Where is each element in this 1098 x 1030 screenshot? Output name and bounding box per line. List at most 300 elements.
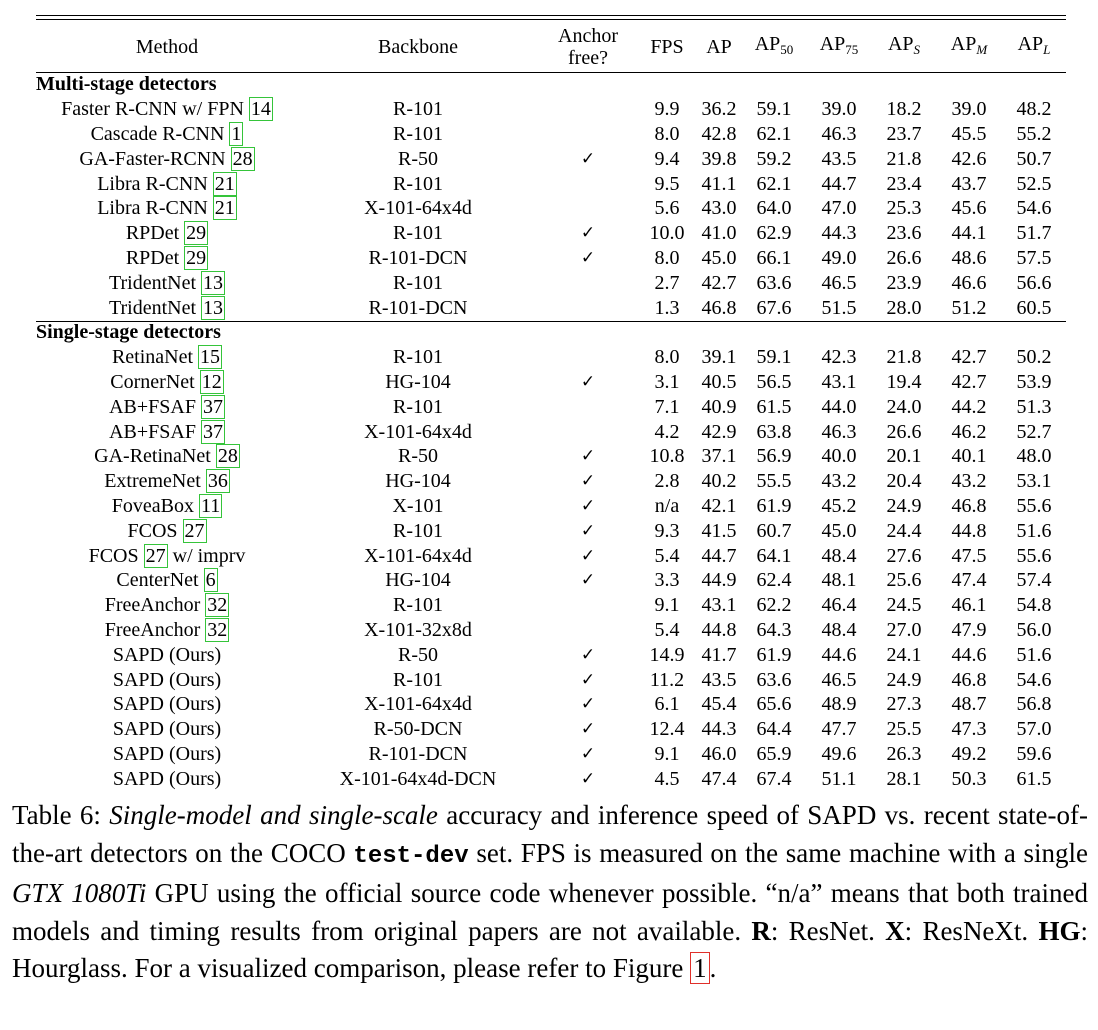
apm-cell: 42.7 [951,370,987,393]
apl-cell: 54.6 [1016,668,1052,691]
ap-cell: 43.5 [701,668,737,691]
method-name: ExtremeNet [104,470,201,493]
table-row [36,196,1066,221]
method-cell [36,618,298,643]
method-name: SAPD (Ours) [112,718,222,741]
anchor-free-cell: ✓ [580,371,596,392]
citation-link[interactable]: 13 [203,271,224,294]
citation-link[interactable]: 21 [214,197,235,220]
method-cell [36,667,298,692]
backbone-cell: HG-104 [385,569,451,592]
fps-cell: 2.8 [654,470,680,493]
ap75-cell: 44.3 [821,222,857,245]
ap75-cell: 44.0 [821,395,857,418]
table-top-rule-double [36,19,1066,20]
apl-cell: 53.9 [1016,370,1052,393]
aps-cell: 23.7 [886,122,922,145]
citation-link[interactable]: 21 [214,172,235,195]
method-name: FoveaBox [111,494,194,517]
figure-reference-link[interactable]: 1 [690,952,710,984]
fps-cell: 11.2 [649,668,685,691]
anchor-free-cell: ✓ [580,669,596,690]
results-table [36,22,1066,791]
col-header-fps-label: FPS [650,36,684,58]
aps-cell: 23.4 [886,172,922,195]
table-row [36,444,1066,469]
ap75-cell: 46.3 [821,122,857,145]
caption-bold-x: X [885,915,905,946]
apl-cell: 48.2 [1016,98,1052,121]
col-header-backbone [298,22,538,72]
citation-link[interactable]: 29 [186,246,207,269]
method-name: TridentNet [108,271,197,294]
apl-cell: 51.7 [1016,222,1052,245]
apm-cell: 47.3 [951,718,987,741]
ap75-cell: 47.0 [821,197,857,220]
anchor-free-cell: ✓ [580,223,596,244]
ap-cell: 36.2 [701,98,737,121]
col-header-anchor-free [538,22,638,72]
ap50-cell: 59.2 [756,147,792,170]
ap75-cell: 39.0 [821,98,857,121]
apm-cell: 47.9 [951,618,987,641]
fps-cell: 9.9 [654,98,680,121]
ap-cell: 42.9 [701,420,737,443]
col-header-fps [638,22,696,72]
method-name: SAPD (Ours) [112,693,222,716]
apl-cell: 54.8 [1016,594,1052,617]
ap75-cell: 44.6 [821,643,857,666]
backbone-cell: R-101 [393,346,443,369]
ap-cell: 37.1 [701,445,737,468]
col-header-aps-base: AP [887,33,914,55]
anchor-free-cell [538,171,638,196]
apl-cell: 56.0 [1016,618,1052,641]
ap-cell: 40.5 [701,370,737,393]
citation-link[interactable]: 27 [145,544,166,567]
aps-cell: 28.0 [886,296,922,319]
table-row [36,717,1066,742]
table-row [36,419,1066,444]
backbone-cell: HG-104 [385,470,451,493]
ap75-cell: 42.3 [821,346,857,369]
col-header-apm-base: AP [950,33,977,55]
anchor-free-cell: ✓ [580,148,596,169]
aps-cell: 24.0 [886,395,922,418]
ap-cell: 42.1 [701,494,737,517]
ap-cell: 40.9 [701,395,737,418]
anchor-free-cell: ✓ [580,719,596,740]
aps-cell: 27.0 [886,618,922,641]
fps-cell: 3.3 [654,569,680,592]
method-name: RPDet [125,222,180,245]
fps-cell: n/a [654,494,680,517]
method-cell [36,518,298,543]
ap75-cell: 46.5 [821,668,857,691]
citation-link[interactable]: 36 [207,470,228,493]
ap-cell: 42.8 [701,122,737,145]
table-row [36,97,1066,122]
aps-cell: 24.9 [886,668,922,691]
method-cell [36,370,298,395]
col-header-method [36,22,298,72]
citation-link[interactable]: 32 [207,594,228,617]
ap-cell: 40.2 [701,470,737,493]
col-header-ap [696,22,742,72]
table-row [36,742,1066,767]
apl-cell: 57.4 [1016,569,1052,592]
method-cell [36,394,298,419]
apl-cell: 48.0 [1016,445,1052,468]
ap-cell: 42.7 [701,271,737,294]
method-name: RetinaNet [111,346,194,369]
col-header-ap75-sub: 75 [845,42,859,57]
caption-text-7: . [709,953,717,984]
col-header-anchor-line2: free? [568,47,608,69]
backbone-cell: X-101-64x4d-DCN [339,767,497,790]
method-name: SAPD (Ours) [112,643,222,666]
method-name: AB+FSAF [109,395,196,418]
method-cell [36,146,298,171]
table-row [36,171,1066,196]
ap-cell: 39.8 [701,147,737,170]
method-name: SAPD (Ours) [112,767,222,790]
method-name: FreeAnchor [104,618,201,641]
table-body [36,72,1066,791]
apm-cell: 45.5 [951,122,987,145]
ap50-cell: 63.6 [756,271,792,294]
anchor-free-cell [538,196,638,221]
anchor-free-cell [538,97,638,122]
ap50-cell: 55.5 [756,470,792,493]
ap75-cell: 45.2 [821,494,857,517]
ap-cell: 44.3 [701,718,737,741]
ap-cell: 44.9 [701,569,737,592]
table-row [36,543,1066,568]
col-header-anchor-line1: Anchor [558,25,618,47]
ap50-cell: 56.9 [756,445,792,468]
ap50-cell: 64.4 [756,718,792,741]
table-row [36,146,1066,171]
citation-link[interactable]: 14 [250,98,271,121]
aps-cell: 20.1 [886,445,922,468]
ap75-cell: 48.1 [821,569,857,592]
ap50-cell: 64.0 [756,197,792,220]
backbone-cell: X-101-64x4d [364,420,472,443]
fps-cell: 8.0 [654,122,680,145]
backbone-cell: R-101 [393,222,443,245]
fps-cell: 9.4 [654,147,680,170]
apl-cell: 56.8 [1016,693,1052,716]
apl-cell: 52.7 [1016,420,1052,443]
table-row [36,593,1066,618]
ap50-cell: 65.9 [756,742,792,765]
ap75-cell: 43.1 [821,370,857,393]
fps-cell: 4.2 [654,420,680,443]
col-header-apm-sub: M [976,42,988,57]
caption-text-3: GPU using the official source code whenever possible. “n/a” means that both trained models and timing results from original papers are not available. [12,878,1088,946]
ap75-cell: 45.0 [821,519,857,542]
col-header-ap50-base: AP [754,33,781,55]
method-name: SAPD (Ours) [112,742,222,765]
ap75-cell: 48.4 [821,544,857,567]
ap-cell: 41.0 [701,222,737,245]
ap-cell: 39.1 [701,346,737,369]
apm-cell: 42.6 [951,147,987,170]
apl-cell: 57.0 [1016,718,1052,741]
fps-cell: 9.5 [654,172,680,195]
method-cell [36,469,298,494]
method-cell [36,221,298,246]
fps-cell: 9.1 [654,742,680,765]
aps-cell: 24.9 [886,494,922,517]
ap75-cell: 47.7 [821,718,857,741]
apm-cell: 44.1 [951,222,987,245]
aps-cell: 24.4 [886,519,922,542]
apl-cell: 55.2 [1016,122,1052,145]
backbone-cell: R-101 [393,271,443,294]
table-row [36,469,1066,494]
apl-cell: 56.6 [1016,271,1052,294]
method-cell [36,345,298,370]
fps-cell: 6.1 [654,693,680,716]
ap75-cell: 44.7 [821,172,857,195]
apl-cell: 52.5 [1016,172,1052,195]
method-name: FCOS [127,519,178,542]
method-name: CornerNet [110,370,195,393]
ap50-cell: 62.4 [756,569,792,592]
ap75-cell: 46.4 [821,594,857,617]
fps-cell: 5.6 [654,197,680,220]
aps-cell: 28.1 [886,767,922,790]
citation-link[interactable]: 15 [200,346,221,369]
ap50-cell: 67.6 [756,296,792,319]
method-cell [36,419,298,444]
table-row [36,246,1066,271]
table-row [36,370,1066,395]
backbone-cell: R-50-DCN [373,718,463,741]
citation-link[interactable]: 32 [207,618,228,641]
backbone-cell: X-101-64x4d [364,693,472,716]
apm-cell: 44.8 [951,519,987,542]
ap-cell: 45.4 [701,693,737,716]
ap-cell: 41.7 [701,643,737,666]
method-cell [36,295,298,320]
apm-cell: 44.2 [951,395,987,418]
ap50-cell: 62.9 [756,222,792,245]
method-cell [36,122,298,147]
citation-link[interactable]: 37 [202,420,223,443]
anchor-free-cell: ✓ [580,495,596,516]
table-row [36,692,1066,717]
caption-text-5: : ResNeXt. [904,915,1039,946]
aps-cell: 20.4 [886,470,922,493]
fps-cell: 4.5 [654,767,680,790]
apl-cell: 61.5 [1016,767,1052,790]
backbone-cell: X-101 [392,494,444,517]
anchor-free-cell: ✓ [580,768,596,789]
anchor-free-cell [538,345,638,370]
col-header-apl-base: AP [1017,33,1044,55]
backbone-cell: R-50 [398,643,438,666]
aps-cell: 24.5 [886,594,922,617]
anchor-free-cell: ✓ [580,545,596,566]
method-cell [36,196,298,221]
caption-text-6: : Hourglass. For a visualized comparison, please refer to Figure [12,915,1088,984]
caption-text-2: set. FPS is measured on the same machine with a single [468,837,1089,868]
ap75-cell: 43.2 [821,470,857,493]
apl-cell: 54.6 [1016,197,1052,220]
ap-cell: 43.1 [701,594,737,617]
method-name: TridentNet [108,296,197,319]
method-name: FreeAnchor [104,594,201,617]
fps-cell: 1.3 [654,296,680,319]
table-row [36,766,1066,791]
backbone-cell: X-101-64x4d [364,544,472,567]
table-row [36,667,1066,692]
ap50-cell: 59.1 [756,346,792,369]
caption-code: test-dev [353,842,469,870]
citation-link[interactable]: 1 [231,122,242,145]
backbone-cell: R-101 [393,172,443,195]
method-name: Libra R-CNN [97,172,208,195]
apm-cell: 46.8 [951,668,987,691]
apl-cell: 55.6 [1016,544,1052,567]
ap50-cell: 61.9 [756,494,792,517]
backbone-cell: R-50 [398,445,438,468]
anchor-free-cell: ✓ [580,446,596,467]
method-cell [36,171,298,196]
aps-cell: 27.6 [886,544,922,567]
method-cell [36,270,298,295]
method-name: GA-Faster-RCNN [79,147,226,170]
citation-link[interactable]: 13 [203,296,224,319]
fps-cell: 8.0 [654,246,680,269]
table-row [36,394,1066,419]
aps-cell: 26.6 [886,246,922,269]
ap-cell: 45.0 [701,246,737,269]
ap50-cell: 64.1 [756,544,792,567]
backbone-cell: R-101 [393,594,443,617]
method-suffix: w/ imprv [172,544,246,567]
apm-cell: 46.6 [951,271,987,294]
fps-cell: 2.7 [654,271,680,294]
ap50-cell: 59.1 [756,98,792,121]
table-row [36,518,1066,543]
citation-link[interactable]: 29 [186,222,207,245]
caption-text-4: : ResNet. [770,915,886,946]
citation-link[interactable]: 27 [184,519,205,542]
ap-cell: 47.4 [701,767,737,790]
fps-cell: 3.1 [654,370,680,393]
anchor-free-cell: ✓ [580,520,596,541]
backbone-cell: HG-104 [385,370,451,393]
method-name: FCOS [88,544,139,567]
method-cell [36,246,298,271]
table-row [36,221,1066,246]
apm-cell: 51.2 [951,296,987,319]
aps-cell: 23.6 [886,222,922,245]
anchor-free-cell: ✓ [580,694,596,715]
fps-cell: 10.8 [649,445,685,468]
method-name: RPDet [125,246,180,269]
backbone-cell: X-101-64x4d [364,197,472,220]
citation-link[interactable]: 11 [200,494,221,517]
apm-cell: 46.2 [951,420,987,443]
apm-cell: 50.3 [951,767,987,790]
anchor-free-cell: ✓ [580,247,596,268]
ap50-cell: 60.7 [756,519,792,542]
ap50-cell: 63.6 [756,668,792,691]
table-top-rule [36,15,1066,16]
aps-cell: 25.6 [886,569,922,592]
ap50-cell: 62.2 [756,594,792,617]
fps-cell: 10.0 [649,222,685,245]
ap50-cell: 61.5 [756,395,792,418]
table-row [36,618,1066,643]
apl-cell: 51.6 [1016,519,1052,542]
ap75-cell: 46.3 [821,420,857,443]
citation-link[interactable]: 6 [205,569,216,592]
ap50-cell: 65.6 [756,693,792,716]
aps-cell: 21.8 [886,346,922,369]
col-header-ap-label: AP [706,36,732,58]
apl-cell: 51.3 [1016,395,1052,418]
ap-cell: 41.1 [701,172,737,195]
ap-cell: 46.8 [701,296,737,319]
table-row [36,345,1066,370]
ap75-cell: 40.0 [821,445,857,468]
citation-link[interactable]: 12 [201,370,222,393]
citation-link[interactable]: 37 [202,395,223,418]
caption-gpu: GTX 1080Ti [12,878,147,909]
caption-text-1: accuracy and inference speed of SAPD vs. recent state-of-the-art detectors on the COCO [12,800,1089,868]
aps-cell: 18.2 [886,98,922,121]
col-header-aps-sub: S [913,42,921,57]
aps-cell: 23.9 [886,271,922,294]
backbone-cell: R-50 [398,147,438,170]
backbone-cell: R-101 [393,668,443,691]
citation-link[interactable]: 28 [217,445,238,468]
ap50-cell: 67.4 [756,767,792,790]
ap-cell: 46.0 [701,742,737,765]
col-header-apm [936,22,1002,72]
apm-cell: 44.6 [951,643,987,666]
caption-label: Table 6: [12,800,101,830]
fps-cell: 9.1 [654,594,680,617]
table-row [36,568,1066,593]
anchor-free-cell: ✓ [580,570,596,591]
caption-emphasis: Single-model and single-scale [109,800,438,830]
citation-link[interactable]: 28 [232,147,253,170]
aps-cell: 19.4 [886,370,922,393]
col-header-method-label: Method [135,36,199,58]
col-header-backbone-label: Backbone [378,36,458,58]
apm-cell: 39.0 [951,98,987,121]
section-header-row [36,320,1066,345]
anchor-free-cell: ✓ [580,471,596,492]
caption-bold-hg: HG [1038,915,1081,946]
ap50-cell: 66.1 [756,246,792,269]
ap75-cell: 48.4 [821,618,857,641]
backbone-cell: R-101-DCN [368,246,468,269]
method-cell [36,717,298,742]
apm-cell: 48.6 [951,246,987,269]
ap75-cell: 49.6 [821,742,857,765]
method-name: Faster R-CNN w/ FPN [61,98,244,121]
method-name: CenterNet [116,569,199,592]
anchor-free-cell [538,122,638,147]
